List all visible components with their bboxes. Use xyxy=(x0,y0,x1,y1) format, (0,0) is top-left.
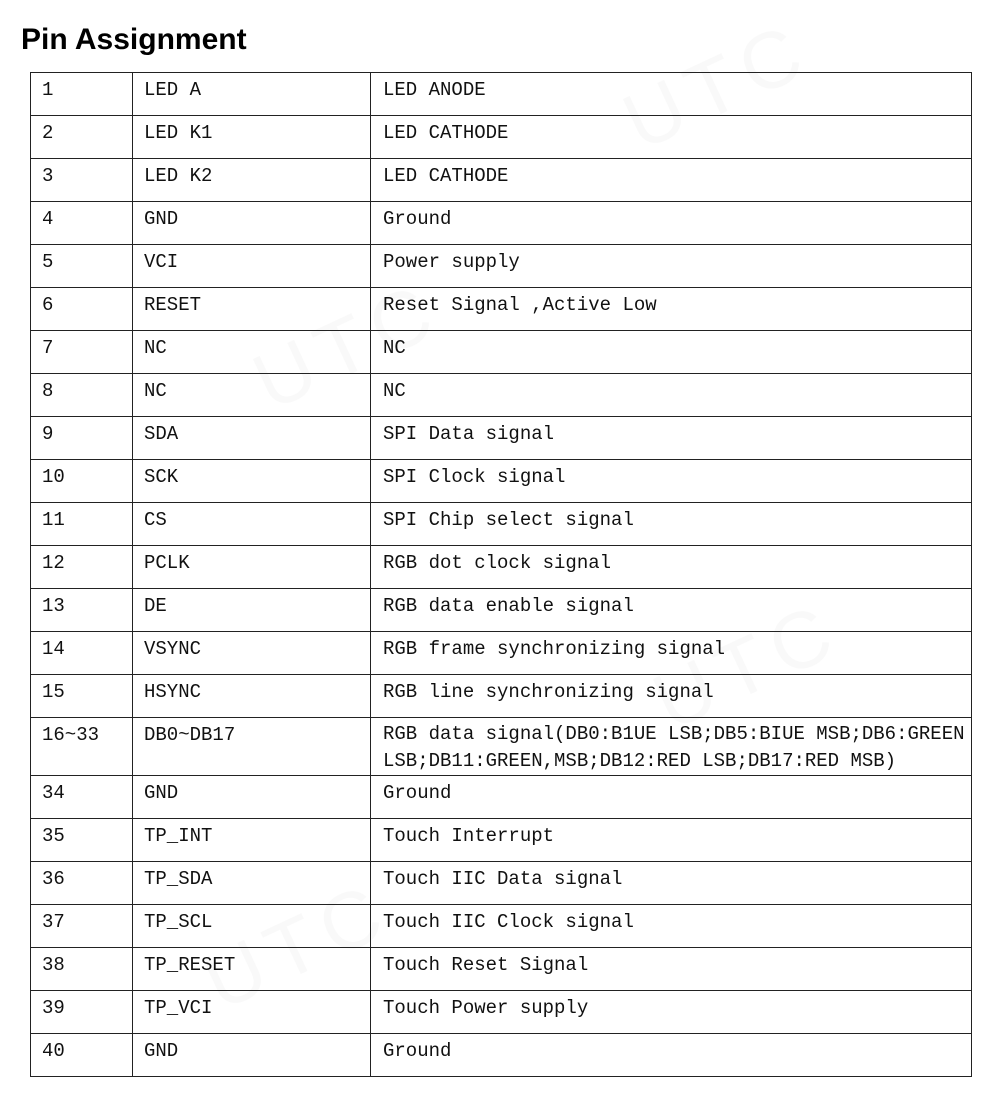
pin-name-cell: PCLK xyxy=(133,546,371,589)
pin-description-cell: NC xyxy=(371,331,972,374)
pin-description-cell: Reset Signal ,Active Low xyxy=(371,288,972,331)
pin-number-cell: 15 xyxy=(31,675,133,718)
pin-table-body xyxy=(31,73,972,1077)
pin-number-cell: 16~33 xyxy=(31,718,133,776)
pin-number-cell: 11 xyxy=(31,503,133,546)
pin-description-cell: RGB data enable signal xyxy=(371,589,972,632)
pin-name-cell: NC xyxy=(133,331,371,374)
pin-number-cell: 10 xyxy=(31,460,133,503)
pin-name-cell: VSYNC xyxy=(133,632,371,675)
pin-name-cell: DE xyxy=(133,589,371,632)
pin-number-cell: 9 xyxy=(31,417,133,460)
pin-number-cell: 12 xyxy=(31,546,133,589)
pin-number-cell: 37 xyxy=(31,905,133,948)
pin-number-cell: 4 xyxy=(31,202,133,245)
pin-number-cell: 35 xyxy=(31,819,133,862)
pin-description-cell: Ground xyxy=(371,202,972,245)
pin-description-cell: SPI Chip select signal xyxy=(371,503,972,546)
table-row xyxy=(31,331,972,374)
pin-number-cell: 40 xyxy=(31,1034,133,1077)
pin-name-cell: GND xyxy=(133,776,371,819)
table-row xyxy=(31,675,972,718)
table-row xyxy=(31,202,972,245)
table-row xyxy=(31,503,972,546)
pin-name-cell: TP_RESET xyxy=(133,948,371,991)
pin-name-cell: GND xyxy=(133,202,371,245)
pin-description-cell: SPI Clock signal xyxy=(371,460,972,503)
table-row xyxy=(31,776,972,819)
pin-number-cell: 38 xyxy=(31,948,133,991)
table-row xyxy=(31,819,972,862)
pin-name-cell: NC xyxy=(133,374,371,417)
pin-number-cell: 34 xyxy=(31,776,133,819)
pin-description-cell: Ground xyxy=(371,776,972,819)
table-row xyxy=(31,288,972,331)
table-row xyxy=(31,589,972,632)
table-row xyxy=(31,1034,972,1077)
table-row xyxy=(31,73,972,116)
table-row xyxy=(31,905,972,948)
pin-description-cell: RGB dot clock signal xyxy=(371,546,972,589)
pin-assignment-table xyxy=(30,72,972,1077)
pin-description-cell: Touch IIC Data signal xyxy=(371,862,972,905)
table-row xyxy=(31,374,972,417)
pin-name-cell: VCI xyxy=(133,245,371,288)
pin-description-cell: RGB frame synchronizing signal xyxy=(371,632,972,675)
pin-description-cell: SPI Data signal xyxy=(371,417,972,460)
table-row xyxy=(31,417,972,460)
pin-name-cell: LED A xyxy=(133,73,371,116)
pin-name-cell: SDA xyxy=(133,417,371,460)
pin-description-cell: RGB line synchronizing signal xyxy=(371,675,972,718)
pin-description-cell: Touch Power supply xyxy=(371,991,972,1034)
pin-name-cell: TP_SCL xyxy=(133,905,371,948)
pin-number-cell: 13 xyxy=(31,589,133,632)
pin-number-cell: 6 xyxy=(31,288,133,331)
pin-number-cell: 7 xyxy=(31,331,133,374)
table-row xyxy=(31,159,972,202)
table-row xyxy=(31,546,972,589)
pin-name-cell: TP_VCI xyxy=(133,991,371,1034)
pin-name-cell: HSYNC xyxy=(133,675,371,718)
pin-name-cell: LED K2 xyxy=(133,159,371,202)
table-row xyxy=(31,718,972,776)
pin-number-cell: 2 xyxy=(31,116,133,159)
pin-name-cell: GND xyxy=(133,1034,371,1077)
pin-description-cell: Touch Interrupt xyxy=(371,819,972,862)
pin-description-cell: Ground xyxy=(371,1034,972,1077)
pin-name-cell: TP_INT xyxy=(133,819,371,862)
table-row xyxy=(31,862,972,905)
pin-description-cell: Touch Reset Signal xyxy=(371,948,972,991)
pin-description-cell: LED CATHODE xyxy=(371,116,972,159)
pin-description-cell: Power supply xyxy=(371,245,972,288)
pin-name-cell: TP_SDA xyxy=(133,862,371,905)
pin-number-cell: 5 xyxy=(31,245,133,288)
pin-number-cell: 14 xyxy=(31,632,133,675)
pin-description-cell: NC xyxy=(371,374,972,417)
pin-name-cell: RESET xyxy=(133,288,371,331)
table-row xyxy=(31,991,972,1034)
pin-description-cell: LED ANODE xyxy=(371,73,972,116)
page-title: Pin Assignment xyxy=(21,23,247,56)
pin-name-cell: CS xyxy=(133,503,371,546)
pin-description-cell: RGB data signal(DB0:B1UE LSB;DB5:BIUE MSB;DB6:GREEN LSB;DB11:GREEN,MSB;DB12:RED LSB;DB17:RED MSB) xyxy=(371,718,972,776)
pin-name-cell: DB0~DB17 xyxy=(133,718,371,776)
pin-number-cell: 3 xyxy=(31,159,133,202)
pin-description-cell: LED CATHODE xyxy=(371,159,972,202)
pin-description-cell: Touch IIC Clock signal xyxy=(371,905,972,948)
table-row xyxy=(31,245,972,288)
pin-name-cell: SCK xyxy=(133,460,371,503)
table-row xyxy=(31,116,972,159)
pin-number-cell: 8 xyxy=(31,374,133,417)
pin-number-cell: 1 xyxy=(31,73,133,116)
pin-number-cell: 36 xyxy=(31,862,133,905)
table-row xyxy=(31,632,972,675)
pin-name-cell: LED K1 xyxy=(133,116,371,159)
pin-number-cell: 39 xyxy=(31,991,133,1034)
table-row xyxy=(31,948,972,991)
table-row xyxy=(31,460,972,503)
